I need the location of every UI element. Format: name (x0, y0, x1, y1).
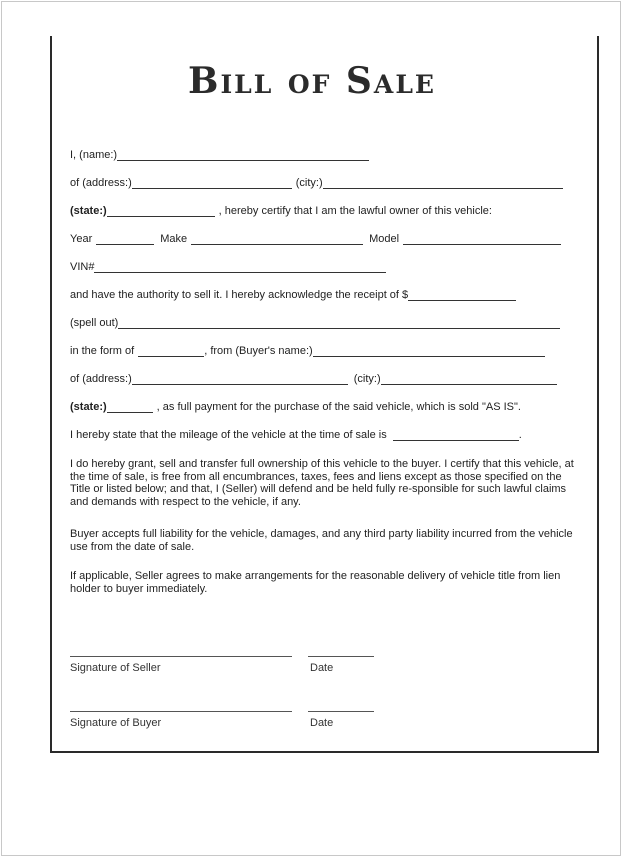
buyer-name-field[interactable] (313, 344, 545, 357)
model-label: Model (369, 233, 400, 245)
document-border (50, 36, 599, 753)
seller-address-row (70, 173, 563, 189)
authority-text: and have the authority to sell it. I hereby acknowledge the receipt of $ (70, 289, 409, 301)
address-label: of (address:) (70, 177, 132, 189)
mileage-text: I hereby state that the mileage of the vehicle at the time of sale is (70, 429, 387, 441)
name-field[interactable] (117, 148, 369, 161)
address-field[interactable] (132, 176, 292, 189)
make-field[interactable] (191, 232, 363, 245)
model-field[interactable] (403, 232, 561, 245)
mileage-end: . (518, 429, 522, 441)
document-title: Bill of Sale (188, 60, 436, 102)
buyer-date-line[interactable] (308, 711, 374, 712)
certify-text: , hereby certify that I am the lawful owner of this vehicle: (218, 205, 492, 217)
liability-paragraph: Buyer accepts full liability for the vehicle, damages, and any third party liability incurred from the vehicle use from the date of sale. (70, 528, 573, 553)
seller-state-row (70, 201, 492, 217)
mileage-row (70, 425, 522, 441)
city-field[interactable] (323, 176, 563, 189)
mileage-field[interactable] (393, 428, 519, 441)
city-label: (city:) (295, 177, 323, 189)
buyer-city-label: (city:) (353, 373, 381, 385)
state-field[interactable] (107, 204, 215, 217)
buyer-signature-line[interactable] (70, 711, 292, 712)
state-label: (state:) (70, 205, 107, 217)
receipt-row (70, 285, 516, 301)
buyer-address-label: of (address:) (70, 373, 132, 385)
vin-label: VIN# (70, 261, 95, 273)
in-form-label: in the form of (70, 345, 135, 357)
year-field[interactable] (96, 232, 154, 245)
name-row (70, 145, 369, 161)
seller-date-label: Date (310, 662, 334, 674)
vehicle-row (70, 229, 561, 245)
seller-signature-label: Signature of Seller (70, 662, 161, 674)
seller-signature-line[interactable] (70, 656, 292, 657)
payment-form-field[interactable] (138, 344, 204, 357)
buyer-address-row (70, 369, 557, 385)
transfer-paragraph: I do hereby grant, sell and transfer full ownership of this vehicle to the buyer. I certify that this vehicle, at the time of sale, is free from all encumbrances, taxes, fees and liens except as those specified on the Title or listed below; and that, I (Seller) will defend and be held fully re-sponsible for such lawful claims and demands with respect to the vehicle, if any. (70, 458, 574, 508)
spell-out-field[interactable] (118, 316, 560, 329)
buyer-address-field[interactable] (132, 372, 348, 385)
buyer-signature-label: Signature of Buyer (70, 717, 162, 729)
payment-form-row (70, 341, 545, 357)
spell-out-row (70, 313, 560, 329)
buyer-date-label: Date (310, 717, 334, 729)
name-label: I, (name:) (70, 149, 118, 161)
spell-out-label: (spell out) (70, 317, 119, 329)
buyer-state-label: (state:) (70, 401, 107, 413)
title-delivery-paragraph: If applicable, Seller agrees to make arrangements for the reasonable delivery of vehicle title from lien holder to buyer immediately. (70, 570, 561, 595)
seller-date-line[interactable] (308, 656, 374, 657)
buyer-state-field[interactable] (107, 400, 153, 413)
buyer-state-row (70, 397, 521, 413)
vin-row (70, 257, 386, 273)
year-label: Year (70, 233, 93, 245)
buyer-city-field[interactable] (381, 372, 557, 385)
payment-text: , as full payment for the purchase of the said vehicle, which is sold "AS IS". (156, 401, 521, 413)
make-label: Make (160, 233, 188, 245)
buyer-name-label: , from (Buyer's name:) (204, 345, 313, 357)
vin-field[interactable] (94, 260, 386, 273)
amount-field[interactable] (408, 288, 516, 301)
